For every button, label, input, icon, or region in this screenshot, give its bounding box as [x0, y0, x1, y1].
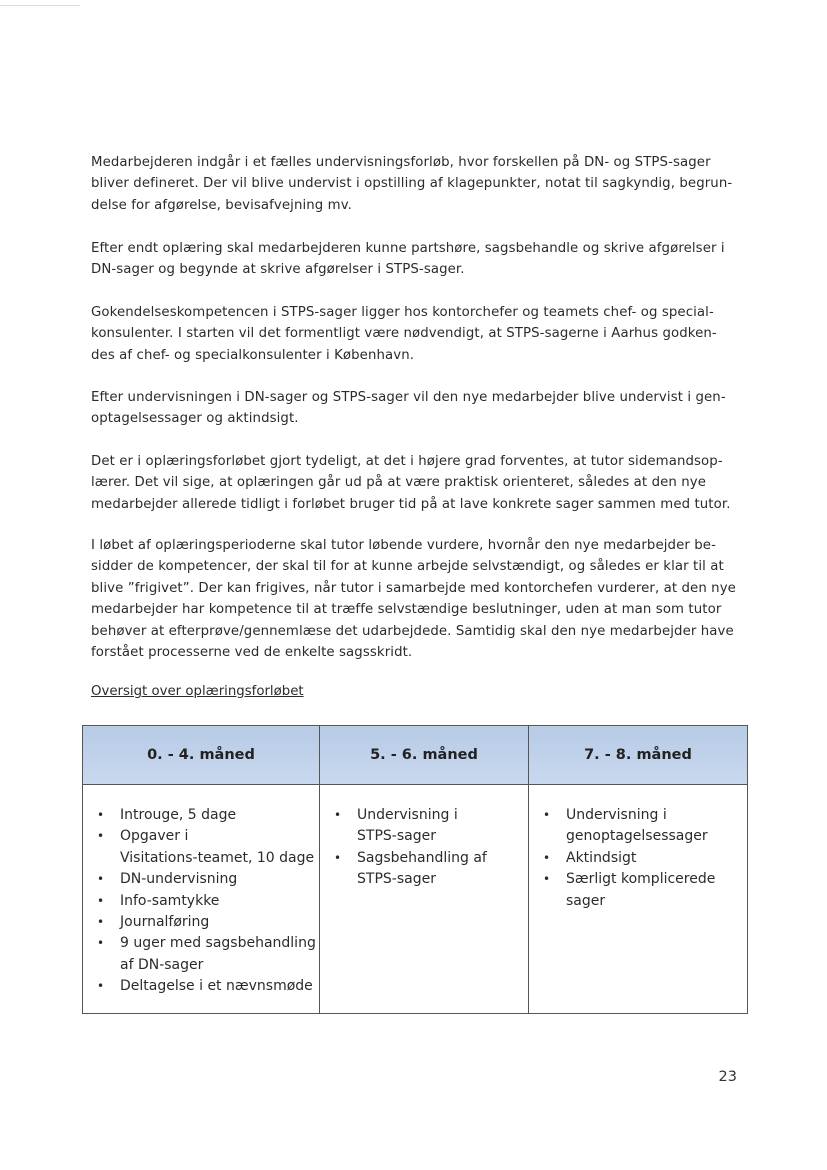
paragraph-training-end — [91, 238, 741, 281]
list-item: • Undervisning i STPS-sager — [320, 805, 528, 848]
text-line: forstået processerne ved de enkelte sagsskridt. — [91, 645, 413, 661]
list-item: • Særligt komplicerede sager — [529, 869, 747, 912]
text-line: Det er i oplæringsforløbet gjort tydeligt, at det i højere grad forventes, at tutor sidemandsop- — [91, 454, 723, 469]
list-item: • Info-samtykke — [83, 891, 319, 912]
text-line: behøver at efterprøve/gennemlæse det udarbejdede. Samtidig skal den nye medarbejder have — [91, 623, 734, 639]
paragraph-evaluation — [91, 535, 741, 663]
text-line: Efter endt oplæring skal medarbejderen kunne partshøre, sagsbehandle og skrive afgørelser i — [91, 241, 725, 256]
column-header-months-7-8: 7. - 8. måned — [529, 726, 748, 785]
text-line: bliver defineret. Der vil blive undervist i opstilling af klagepunkter, notat til sagkyndig, begrun- — [91, 176, 733, 192]
text-line: delse for afgørelse, bevisafvejning mv. — [91, 197, 352, 213]
column-header-months-0-4: 0. - 4. måned — [83, 726, 320, 785]
paragraph-after-teaching — [91, 387, 741, 430]
column-months-7-8 — [529, 805, 748, 1014]
paragraph-tutor-role — [91, 451, 741, 515]
table-header-row — [83, 726, 748, 785]
bullet-list — [320, 805, 528, 891]
text-line: I løbet af oplæringsperioderne skal tutor løbende vurdere, hvornår den nye medarbejder be- — [91, 538, 716, 553]
text-line: medarbejder har kompetence til at træffe selvstændige beslutninger, uden at man som tutor — [91, 602, 722, 618]
paragraph-course — [91, 152, 741, 216]
scan-edge-line — [0, 5, 80, 6]
overview-table — [82, 725, 748, 1014]
page-number: 23 — [718, 1069, 737, 1085]
text-line: Gokendelseskompetencen i STPS-sager ligger hos kontorchefer og teamets chef- og special- — [91, 305, 714, 320]
text-line: Medarbejderen indgår i et fælles undervisningsforløb, hvor forskellen på DN- og STPS-sager — [91, 155, 711, 170]
list-item: • Deltagelse i et nævnsmøde — [83, 976, 319, 997]
text-line: lærer. Det vil sige, at oplæringen går ud på at være praktisk orienteret, således at den nye — [91, 475, 707, 491]
column-header-months-5-6: 5. - 6. måned — [320, 726, 529, 785]
bullet-list — [529, 805, 747, 912]
bullet-list — [83, 805, 319, 998]
list-item: • DN-undervisning — [83, 869, 319, 890]
text-line: des af chef- og specialkonsulenter i København. — [91, 347, 415, 363]
list-item: • Introuge, 5 dage — [83, 805, 319, 826]
column-months-0-4 — [83, 805, 320, 1014]
list-item: • Opgaver i Visitations-teamet, 10 dage — [83, 826, 319, 869]
text-line: konsulenter. I starten vil det formentligt være nødvendigt, at STPS-sagerne i Aarhus godken- — [91, 326, 717, 342]
column-months-5-6 — [320, 805, 529, 1014]
paragraph-approval — [91, 302, 741, 366]
text-line: Efter undervisningen i DN-sager og STPS-sager vil den nye medarbejder blive undervist i gen- — [91, 390, 726, 405]
list-item: • Journalføring — [83, 912, 319, 933]
text-line: optagelsessager og aktindsigt. — [91, 411, 299, 427]
text-line: blive ”frigivet”. Der kan frigives, når tutor i samarbejde med kontorchefen vurderer, at den nye — [91, 580, 736, 596]
text-line: sidder de kompetencer, der skal til for at kunne arbejde selvstændigt, og således er klar til at — [91, 559, 724, 575]
text-line: medarbejder allerede tidligt i forløbet bruger tid på at lave konkrete sager sammen med tutor. — [91, 496, 731, 512]
list-item: • Undervisning i genoptagelsessager — [529, 805, 747, 848]
list-item: • Sagsbehandling af STPS-sager — [320, 848, 528, 891]
table-spacer-row — [83, 785, 748, 806]
table-body-row — [83, 805, 748, 1014]
overview-heading: Oversigt over oplæringsforløbet — [91, 684, 304, 699]
list-item: • Aktindsigt — [529, 848, 747, 869]
list-item: • 9 uger med sagsbehandling af DN-sager — [83, 933, 319, 976]
text-line: DN-sager og begynde at skrive afgørelser i STPS-sager. — [91, 262, 465, 278]
